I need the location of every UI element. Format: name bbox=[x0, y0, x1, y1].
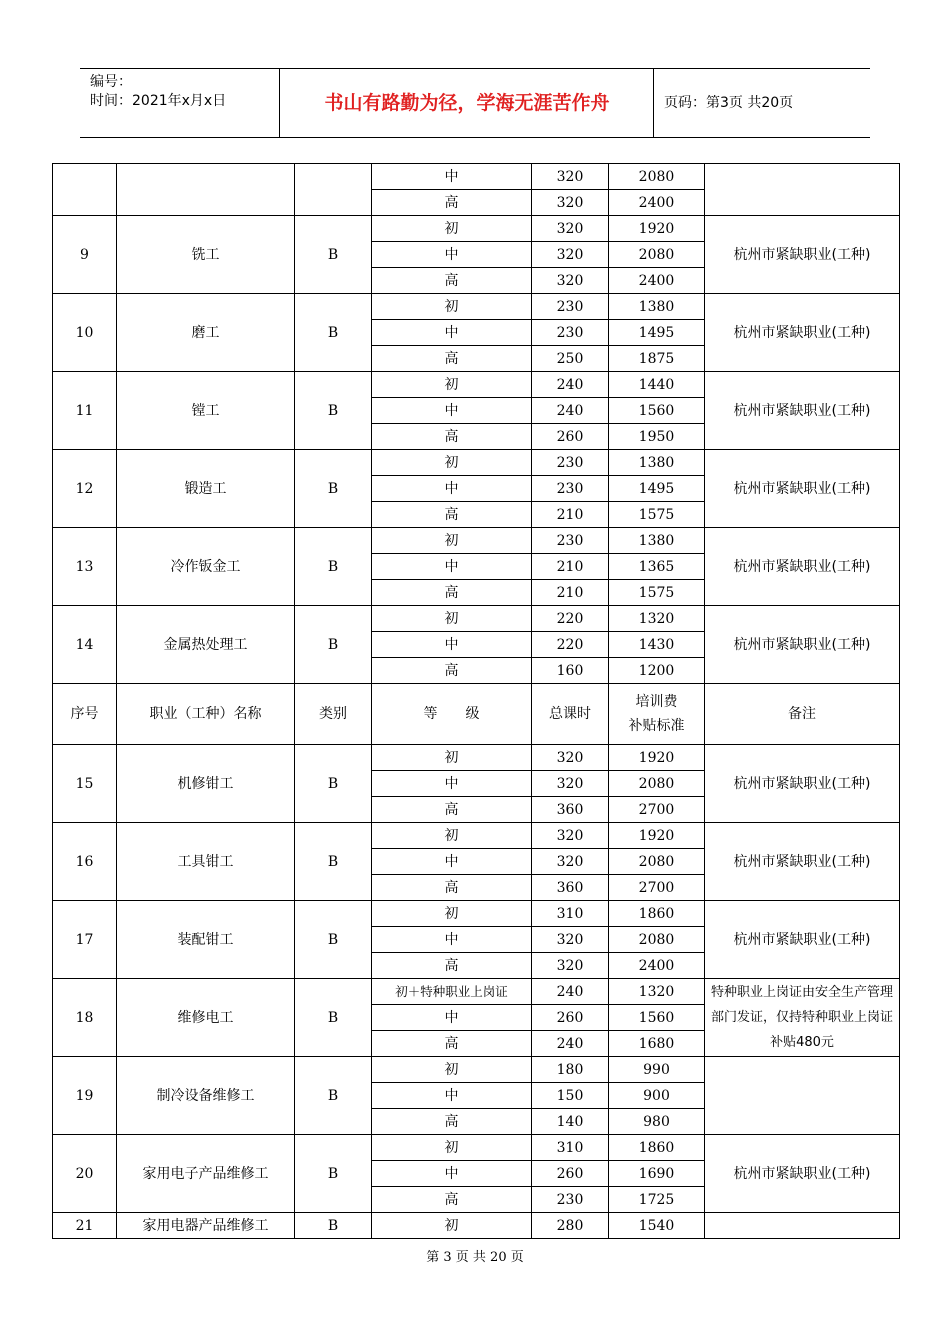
remark-cell: 杭州市紧缺职业(工种) bbox=[705, 450, 900, 528]
level-cell: 高 bbox=[372, 580, 532, 606]
level-cell: 初 bbox=[372, 450, 532, 476]
seq-cell: 14 bbox=[53, 606, 117, 684]
subsidy-cell: 1320 bbox=[609, 606, 705, 632]
remark-cell: 杭州市紧缺职业(工种) bbox=[705, 372, 900, 450]
table-row bbox=[53, 1213, 900, 1239]
hours-cell: 240 bbox=[532, 398, 609, 424]
subsidy-cell: 1200 bbox=[609, 658, 705, 684]
header-meta bbox=[80, 69, 280, 137]
table-row bbox=[53, 1135, 900, 1161]
level-cell: 中 bbox=[372, 1083, 532, 1109]
hours-cell: 320 bbox=[532, 927, 609, 953]
hours-cell: 360 bbox=[532, 797, 609, 823]
occupation-name-cell: 锻造工 bbox=[117, 450, 295, 528]
subsidy-cell: 1875 bbox=[609, 346, 705, 372]
occupation-name-cell: 磨工 bbox=[117, 294, 295, 372]
header-level: 等 级 bbox=[372, 684, 532, 745]
seq-cell: 18 bbox=[53, 979, 117, 1057]
occupation-name-cell: 家用电器产品维修工 bbox=[117, 1213, 295, 1239]
level-cell: 高 bbox=[372, 268, 532, 294]
subsidy-cell: 1920 bbox=[609, 216, 705, 242]
header-category: 类别 bbox=[295, 684, 372, 745]
hours-cell: 240 bbox=[532, 979, 609, 1005]
subsidy-cell: 1540 bbox=[609, 1213, 705, 1239]
seq-cell: 20 bbox=[53, 1135, 117, 1213]
hours-cell: 150 bbox=[532, 1083, 609, 1109]
seq-cell: 16 bbox=[53, 823, 117, 901]
level-cell: 中 bbox=[372, 771, 532, 797]
occupation-name-cell: 工具钳工 bbox=[117, 823, 295, 901]
seq-cell: 13 bbox=[53, 528, 117, 606]
document-header bbox=[80, 68, 870, 138]
level-cell: 高 bbox=[372, 1187, 532, 1213]
level-cell: 初 bbox=[372, 1057, 532, 1083]
subsidy-cell: 1440 bbox=[609, 372, 705, 398]
level-cell: 高 bbox=[372, 658, 532, 684]
level-cell: 高 bbox=[372, 190, 532, 216]
subsidy-cell: 1560 bbox=[609, 1005, 705, 1031]
category-cell bbox=[295, 164, 372, 216]
level-cell: 中 bbox=[372, 927, 532, 953]
table-header-row bbox=[53, 684, 900, 745]
category-cell: B bbox=[295, 1057, 372, 1135]
subsidy-cell: 2080 bbox=[609, 164, 705, 190]
header-page-label: 页码：第3页 共20页 bbox=[664, 95, 794, 111]
hours-cell: 180 bbox=[532, 1057, 609, 1083]
subsidy-cell: 1950 bbox=[609, 424, 705, 450]
remark-cell: 杭州市紧缺职业(工种) bbox=[705, 606, 900, 684]
category-cell: B bbox=[295, 823, 372, 901]
level-cell: 中 bbox=[372, 1161, 532, 1187]
page-footer: 第 3 页 共 20 页 bbox=[426, 1250, 524, 1265]
occupation-name-cell: 机修钳工 bbox=[117, 745, 295, 823]
level-cell: 中 bbox=[372, 242, 532, 268]
remark-cell: 杭州市紧缺职业(工种) bbox=[705, 745, 900, 823]
level-cell: 初 bbox=[372, 528, 532, 554]
subsidy-cell: 1380 bbox=[609, 450, 705, 476]
hours-cell: 320 bbox=[532, 745, 609, 771]
level-cell: 初 bbox=[372, 1135, 532, 1161]
table-row bbox=[53, 294, 900, 320]
subsidy-cell: 1860 bbox=[609, 1135, 705, 1161]
category-cell: B bbox=[295, 528, 372, 606]
subsidy-cell: 2700 bbox=[609, 797, 705, 823]
level-cell: 初 bbox=[372, 606, 532, 632]
subsidy-cell: 1495 bbox=[609, 320, 705, 346]
occupation-name-cell: 冷作钣金工 bbox=[117, 528, 295, 606]
header-hours: 总课时 bbox=[532, 684, 609, 745]
hours-cell: 260 bbox=[532, 424, 609, 450]
level-cell: 初 bbox=[372, 745, 532, 771]
level-cell: 高 bbox=[372, 1031, 532, 1057]
hours-cell: 220 bbox=[532, 606, 609, 632]
level-cell: 高 bbox=[372, 953, 532, 979]
subsidy-cell: 1680 bbox=[609, 1031, 705, 1057]
table-row bbox=[53, 901, 900, 927]
hours-cell: 230 bbox=[532, 476, 609, 502]
subsidy-cell: 980 bbox=[609, 1109, 705, 1135]
remark-cell: 杭州市紧缺职业(工种) bbox=[705, 901, 900, 979]
header-motto: 书山有路勤为径，学海无涯苦作舟 bbox=[281, 69, 654, 137]
subsidy-cell: 1495 bbox=[609, 476, 705, 502]
level-cell: 中 bbox=[372, 632, 532, 658]
subsidy-cell: 990 bbox=[609, 1057, 705, 1083]
occupation-name-cell bbox=[117, 164, 295, 216]
subsidy-cell: 1725 bbox=[609, 1187, 705, 1213]
level-cell: 初 bbox=[372, 901, 532, 927]
hours-cell: 320 bbox=[532, 164, 609, 190]
category-cell: B bbox=[295, 216, 372, 294]
remark-cell: 杭州市紧缺职业(工种) bbox=[705, 1135, 900, 1213]
remark-cell bbox=[705, 164, 900, 216]
level-cell: 中 bbox=[372, 476, 532, 502]
hours-cell: 220 bbox=[532, 632, 609, 658]
level-cell: 高 bbox=[372, 875, 532, 901]
seq-cell: 19 bbox=[53, 1057, 117, 1135]
header-name: 职业（工种）名称 bbox=[117, 684, 295, 745]
hours-cell: 240 bbox=[532, 372, 609, 398]
level-cell: 初 bbox=[372, 823, 532, 849]
subsidy-cell: 1560 bbox=[609, 398, 705, 424]
occupation-name-cell: 铣工 bbox=[117, 216, 295, 294]
subsidy-cell: 2080 bbox=[609, 927, 705, 953]
subsidy-cell: 1575 bbox=[609, 580, 705, 606]
hours-cell: 250 bbox=[532, 346, 609, 372]
subsidy-cell: 1430 bbox=[609, 632, 705, 658]
level-cell: 初 bbox=[372, 1213, 532, 1239]
category-cell: B bbox=[295, 745, 372, 823]
hours-cell: 140 bbox=[532, 1109, 609, 1135]
remark-cell: 特种职业上岗证由安全生产管理部门发证，仅持特种职业上岗证补贴480元 bbox=[705, 979, 900, 1057]
hours-cell: 230 bbox=[532, 450, 609, 476]
number-label: 编号： bbox=[90, 74, 132, 90]
hours-cell: 320 bbox=[532, 849, 609, 875]
subsidy-cell: 1380 bbox=[609, 528, 705, 554]
table-row bbox=[53, 823, 900, 849]
subsidy-cell: 2700 bbox=[609, 875, 705, 901]
hours-cell: 260 bbox=[532, 1161, 609, 1187]
category-cell: B bbox=[295, 450, 372, 528]
table-row bbox=[53, 745, 900, 771]
level-cell: 中 bbox=[372, 164, 532, 190]
level-cell: 中 bbox=[372, 554, 532, 580]
hours-cell: 320 bbox=[532, 823, 609, 849]
level-cell: 高 bbox=[372, 502, 532, 528]
remark-cell bbox=[705, 1057, 900, 1135]
hours-cell: 360 bbox=[532, 875, 609, 901]
level-cell: 初 bbox=[372, 216, 532, 242]
category-cell: B bbox=[295, 1135, 372, 1213]
hours-cell: 210 bbox=[532, 502, 609, 528]
remark-cell: 杭州市紧缺职业(工种) bbox=[705, 294, 900, 372]
subsidy-cell: 1920 bbox=[609, 823, 705, 849]
seq-cell: 15 bbox=[53, 745, 117, 823]
header-seq: 序号 bbox=[53, 684, 117, 745]
time-label: 时间：2021年x月x日 bbox=[90, 93, 227, 109]
hours-cell: 320 bbox=[532, 216, 609, 242]
subsidy-cell: 1575 bbox=[609, 502, 705, 528]
occupation-name-cell: 镗工 bbox=[117, 372, 295, 450]
subsidy-cell: 2080 bbox=[609, 771, 705, 797]
hours-cell: 320 bbox=[532, 190, 609, 216]
level-cell: 中 bbox=[372, 320, 532, 346]
remark-cell bbox=[705, 1213, 900, 1239]
level-cell: 高 bbox=[372, 1109, 532, 1135]
subsidy-cell: 1365 bbox=[609, 554, 705, 580]
table-row bbox=[53, 216, 900, 242]
hours-cell: 320 bbox=[532, 268, 609, 294]
table-body-top bbox=[53, 164, 900, 684]
seq-cell: 10 bbox=[53, 294, 117, 372]
category-cell: B bbox=[295, 1213, 372, 1239]
category-cell: B bbox=[295, 901, 372, 979]
level-cell: 高 bbox=[372, 346, 532, 372]
hours-cell: 210 bbox=[532, 554, 609, 580]
subsidy-cell: 2400 bbox=[609, 953, 705, 979]
header-remark: 备注 bbox=[705, 684, 900, 745]
hours-cell: 310 bbox=[532, 1135, 609, 1161]
table-row bbox=[53, 979, 900, 1005]
subsidy-cell: 2080 bbox=[609, 242, 705, 268]
level-cell: 高 bbox=[372, 797, 532, 823]
subsidy-cell: 900 bbox=[609, 1083, 705, 1109]
remark-cell: 杭州市紧缺职业(工种) bbox=[705, 216, 900, 294]
table-body-bottom bbox=[53, 745, 900, 1239]
header-subsidy bbox=[609, 684, 705, 745]
hours-cell: 320 bbox=[532, 953, 609, 979]
level-cell: 高 bbox=[372, 424, 532, 450]
hours-cell: 260 bbox=[532, 1005, 609, 1031]
level-cell: 中 bbox=[372, 849, 532, 875]
subsidy-cell: 1920 bbox=[609, 745, 705, 771]
hours-cell: 230 bbox=[532, 294, 609, 320]
level-cell: 初 bbox=[372, 372, 532, 398]
occupation-name-cell: 金属热处理工 bbox=[117, 606, 295, 684]
table-row bbox=[53, 372, 900, 398]
hours-cell: 320 bbox=[532, 771, 609, 797]
category-cell: B bbox=[295, 294, 372, 372]
category-cell: B bbox=[295, 606, 372, 684]
table-row bbox=[53, 606, 900, 632]
seq-cell: 17 bbox=[53, 901, 117, 979]
header-subsidy-line1: 培训费 bbox=[635, 694, 678, 710]
hours-cell: 210 bbox=[532, 580, 609, 606]
level-cell: 中 bbox=[372, 1005, 532, 1031]
seq-cell: 11 bbox=[53, 372, 117, 450]
table-row bbox=[53, 450, 900, 476]
remark-cell: 杭州市紧缺职业(工种) bbox=[705, 528, 900, 606]
subsidy-cell: 1380 bbox=[609, 294, 705, 320]
table-header-row-group bbox=[53, 684, 900, 745]
occupation-name-cell: 维修电工 bbox=[117, 979, 295, 1057]
subsidy-table bbox=[52, 163, 900, 1239]
hours-cell: 230 bbox=[532, 528, 609, 554]
seq-cell: 9 bbox=[53, 216, 117, 294]
hours-cell: 230 bbox=[532, 320, 609, 346]
subsidy-cell: 1320 bbox=[609, 979, 705, 1005]
seq-cell bbox=[53, 164, 117, 216]
occupation-name-cell: 装配钳工 bbox=[117, 901, 295, 979]
category-cell: B bbox=[295, 979, 372, 1057]
subsidy-cell: 2080 bbox=[609, 849, 705, 875]
level-cell: 初 bbox=[372, 294, 532, 320]
seq-cell: 12 bbox=[53, 450, 117, 528]
seq-cell: 21 bbox=[53, 1213, 117, 1239]
hours-cell: 280 bbox=[532, 1213, 609, 1239]
subsidy-cell: 2400 bbox=[609, 190, 705, 216]
category-cell: B bbox=[295, 372, 372, 450]
hours-cell: 320 bbox=[532, 242, 609, 268]
occupation-name-cell: 制冷设备维修工 bbox=[117, 1057, 295, 1135]
hours-cell: 240 bbox=[532, 1031, 609, 1057]
level-cell: 初＋特种职业上岗证 bbox=[372, 979, 532, 1005]
level-cell: 中 bbox=[372, 398, 532, 424]
remark-cell: 杭州市紧缺职业(工种) bbox=[705, 823, 900, 901]
subsidy-cell: 2400 bbox=[609, 268, 705, 294]
hours-cell: 160 bbox=[532, 658, 609, 684]
table-row bbox=[53, 164, 900, 190]
hours-cell: 310 bbox=[532, 901, 609, 927]
table-row bbox=[53, 528, 900, 554]
table-row bbox=[53, 1057, 900, 1083]
subsidy-cell: 1690 bbox=[609, 1161, 705, 1187]
hours-cell: 230 bbox=[532, 1187, 609, 1213]
subsidy-cell: 1860 bbox=[609, 901, 705, 927]
occupation-name-cell: 家用电子产品维修工 bbox=[117, 1135, 295, 1213]
header-subsidy-line2: 补贴标准 bbox=[628, 718, 685, 734]
